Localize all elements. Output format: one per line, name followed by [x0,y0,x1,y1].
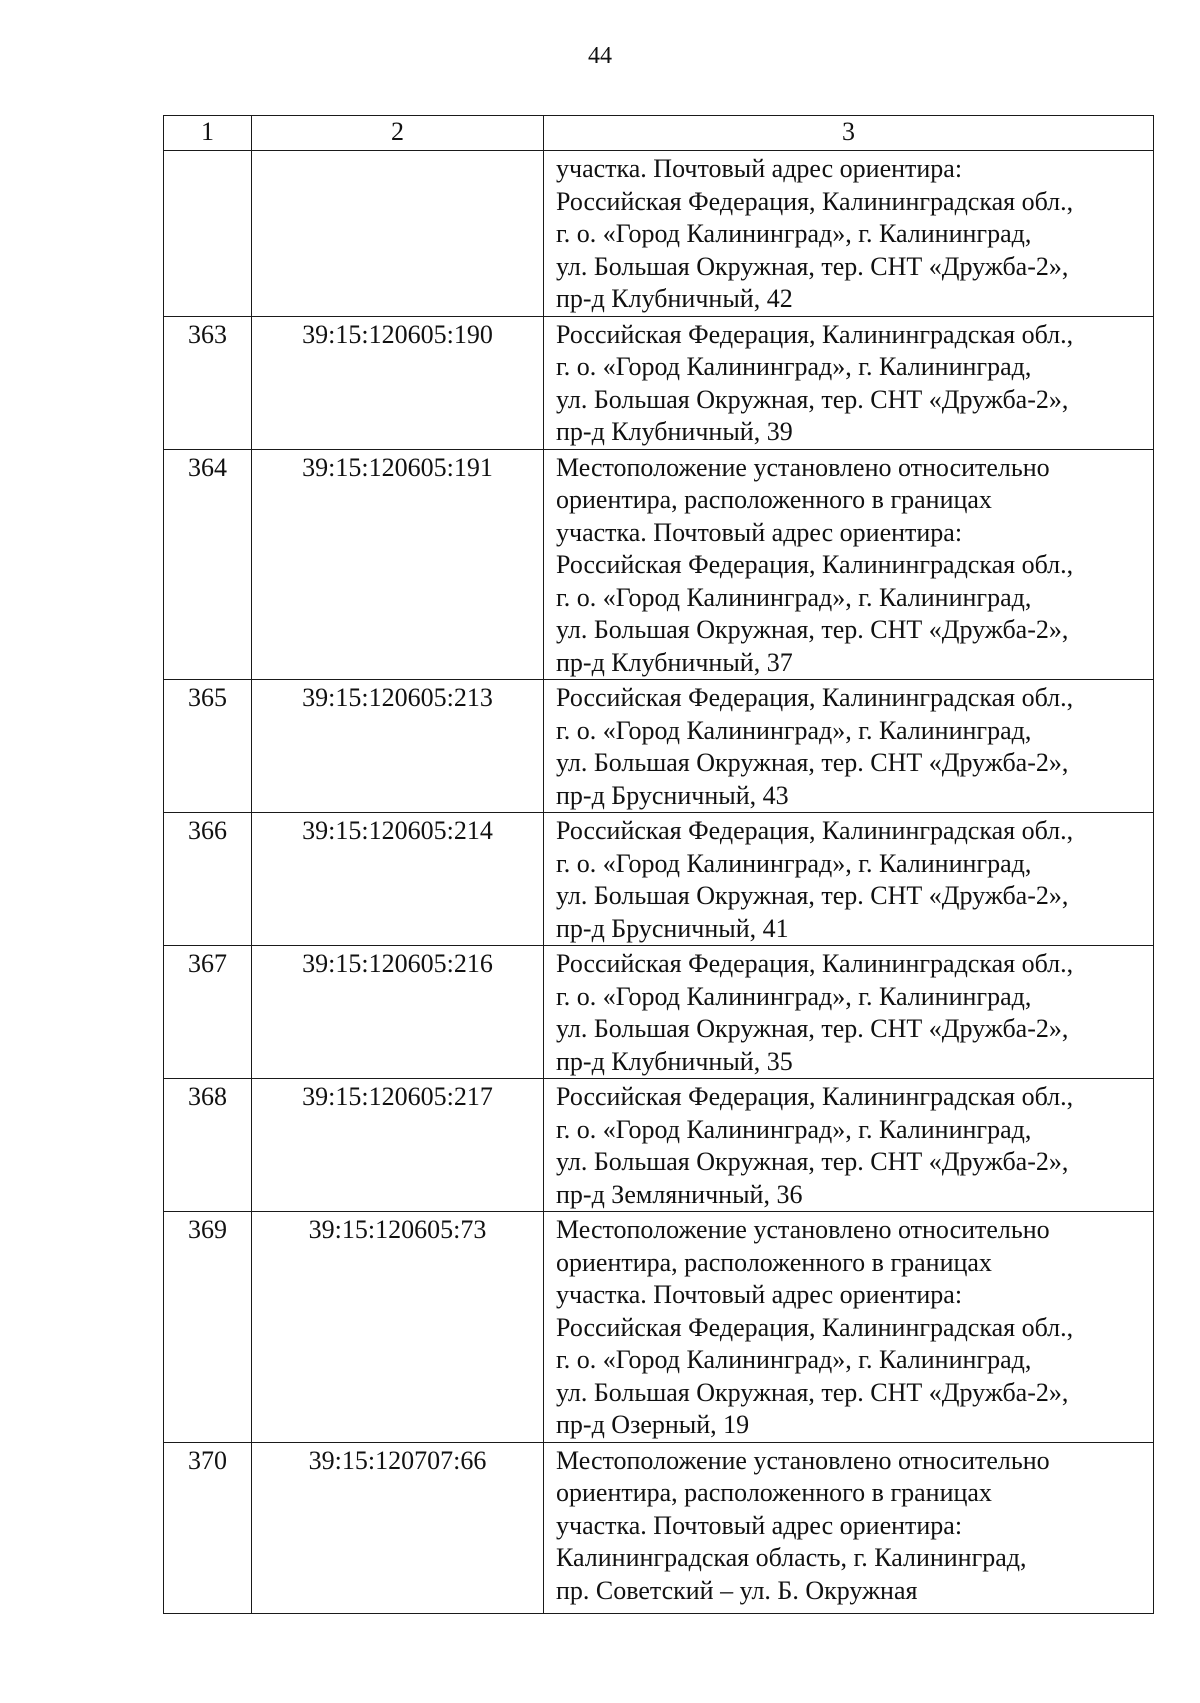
row-number-cell [164,151,252,317]
row-number-cell: 368 [164,1079,252,1212]
address-cell [544,946,1154,1079]
row-number-cell: 370 [164,1442,252,1613]
table-body [164,151,1154,1614]
address-cell [544,1442,1154,1613]
cadastral-number-cell: 39:15:120605:214 [252,813,544,946]
address-line: Российская Федерация, Калининградская обл., [556,1312,1074,1342]
address-line: г. о. «Город Калининград», г. Калининград, [556,715,1032,745]
address-cell [544,1079,1154,1212]
address-line: Местоположение установлено относительно [556,1445,1050,1475]
cadastral-number-cell: 39:15:120605:190 [252,316,544,449]
land-plots-table [163,115,1154,1614]
address-line: г. о. «Город Калининград», г. Калининград, [556,981,1032,1011]
address-line: пр-д Земляничный, 36 [556,1179,803,1209]
column-header-1: 1 [164,116,252,151]
address-line: Местоположение установлено относительно [556,1215,1050,1244]
address-line: пр-д Клубничный, 39 [556,417,793,446]
address-line: ориентира, расположенного в границах [556,1478,992,1507]
address-line: г. о. «Город Калининград», г. Калининград, [556,352,1032,381]
table-row [164,1079,1154,1212]
table-row [164,813,1154,946]
address-line: ул. Большая Окружная, тер. СНТ «Дружба-2», [556,251,1069,281]
address-line: ул. Большая Окружная, тер. СНТ «Дружба-2», [556,1377,1069,1407]
cadastral-number-cell: 39:15:120707:66 [252,1442,544,1613]
address-line: Российская Федерация, Калининградская обл., [556,816,1074,845]
cadastral-number-cell [252,151,544,317]
row-number-cell: 369 [164,1212,252,1443]
address-line: пр-д Клубничный, 35 [556,1046,793,1076]
column-header-2: 2 [252,116,544,151]
address-line: пр. Советский – ул. Б. Окружная [556,1575,918,1605]
address-line: Российская Федерация, Калининградская обл., [556,319,1074,349]
row-number-cell: 363 [164,316,252,449]
address-line: ориентира, расположенного в границах [556,1247,992,1277]
address-line: Российская Федерация, Калининградская обл., [556,949,1074,978]
row-number-cell: 365 [164,680,252,813]
address-cell [544,680,1154,813]
address-line: пр-д Брусничный, 41 [556,913,789,943]
table-row [164,151,1154,317]
cadastral-number-cell: 39:15:120605:217 [252,1079,544,1212]
address-cell [544,151,1154,317]
cadastral-number-cell: 39:15:120605:216 [252,946,544,1079]
table-row [164,1212,1154,1443]
address-line: г. о. «Город Калининград», г. Калининград, [556,1114,1032,1144]
address-line: ул. Большая Окружная, тер. СНТ «Дружба-2», [556,881,1069,910]
address-line: г. о. «Город Калининград», г. Калининград, [556,848,1032,878]
address-line: ул. Большая Окружная, тер. СНТ «Дружба-2», [556,1014,1069,1043]
table-row [164,680,1154,813]
address-cell [544,1212,1154,1443]
address-line: ул. Большая Окружная, тер. СНТ «Дружба-2», [556,748,1069,777]
row-number-cell: 364 [164,449,252,680]
address-cell [544,813,1154,946]
address-line: пр-д Клубничный, 42 [556,284,793,313]
address-line: ул. Большая Окружная, тер. СНТ «Дружба-2», [556,384,1069,414]
table-row [164,946,1154,1079]
address-line: участка. Почтовый адрес ориентира: [556,1280,963,1309]
address-line: Калининградская область, г. Калининград, [556,1543,1027,1572]
table-row [164,316,1154,449]
table-row [164,449,1154,680]
address-line: пр-д Брусничный, 43 [556,780,789,810]
address-line: Российская Федерация, Калининградская обл., [556,1082,1074,1111]
address-line: Российская Федерация, Калининградская обл., [556,550,1074,579]
address-line: Местоположение установлено относительно [556,452,1050,482]
address-line: г. о. «Город Калининград», г. Калининград, [556,582,1032,612]
address-line: участка. Почтовый адрес ориентира: [556,517,963,547]
cadastral-number-cell: 39:15:120605:191 [252,449,544,680]
address-line: пр-д Клубничный, 37 [556,647,793,677]
address-line: ул. Большая Окружная, тер. СНТ «Дружба-2», [556,1147,1069,1176]
table-row [164,1442,1154,1613]
address-cell [544,316,1154,449]
address-line: ул. Большая Окружная, тер. СНТ «Дружба-2», [556,615,1069,644]
address-cell [544,449,1154,680]
cadastral-number-cell: 39:15:120605:73 [252,1212,544,1443]
address-line: Российская Федерация, Калининградская обл., [556,186,1074,216]
address-line: г. о. «Город Калининград», г. Калининград, [556,219,1032,248]
cadastral-number-cell: 39:15:120605:213 [252,680,544,813]
address-line: пр-д Озерный, 19 [556,1410,750,1439]
address-line: Российская Федерация, Калининградская обл., [556,683,1074,712]
table-header-row [164,116,1154,151]
row-number-cell: 367 [164,946,252,1079]
address-line: участка. Почтовый адрес ориентира: [556,154,963,183]
address-line: участка. Почтовый адрес ориентира: [556,1510,963,1540]
address-line: ориентира, расположенного в границах [556,485,992,514]
column-header-3: 3 [544,116,1154,151]
row-number-cell: 366 [164,813,252,946]
page-number: 44 [588,43,612,69]
address-line: г. о. «Город Калининград», г. Калининград, [556,1345,1032,1374]
